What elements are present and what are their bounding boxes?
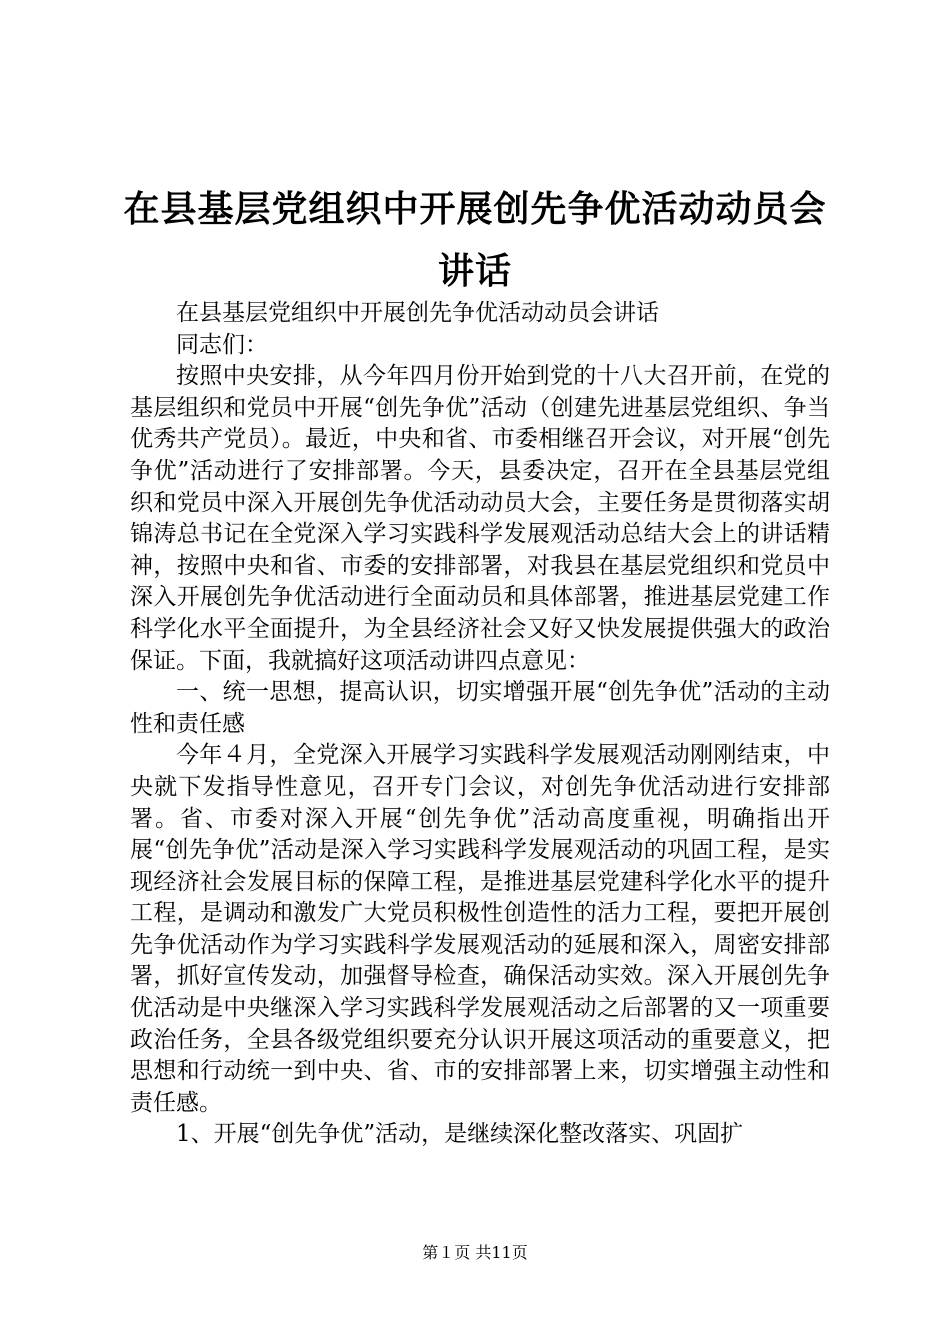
page-number: 第１页 共11页: [422, 1243, 528, 1262]
salutation-paragraph: 同志们：: [176, 331, 268, 358]
subtitle-paragraph: 在县基层党组织中开展创先争优活动动员会讲话: [176, 300, 659, 326]
section-1-paragraph: 今年４月，全党深入开展学习实践科学发展观活动刚刚结束，中央就下发指导性意见，召开专门会议，对创先争优活动进行安排部署。省、市委对深入开展“创先争优”活动高度重视，明确指出开展“创先争优”活动是深入学习实践科学发展观活动的巩固工程，是实现经济社会发展目标的保障工程，是推进基层党建科学化水平的提升工程，是调动和激发广大党员积极性创造性的活力工程，要把开展创先争优活动作为学习实践科学发展观活动的延展和深入，周密安排部署，抓好宣传发动，加强督导检查，确保活动实效。深入开展创先争优活动是中央继深入学习实践科学发展观活动之后部署的又一项重要政治任务，全县各级党组织要充分认识开展这项活动的重要意义，把思想和行动统一到中央、省、市的安排部署上来，切实增强主动性和责任感。: [130, 742, 830, 1116]
document-title: 在县基层党组织中开展创先争优活动动员会讲话: [123, 188, 827, 292]
point-1-paragraph: 1、开展“创先争优”活动，是继续深化整改落实、巩固扩: [176, 1121, 744, 1148]
document-body: [130, 298, 830, 1151]
section-heading-1: 一、统一思想，提高认识，切实增强开展“创先争优”活动的主动性和责任感: [130, 679, 830, 737]
intro-paragraph: 按照中央安排，从今年四月份开始到党的十八大召开前，在党的基层组织和党员中开展“创先争优”活动（创建先进基层党组织、争当优秀共产党员）。最近，中央和省、市委相继召开会议，对开展“创先争优”活动进行了安排部署。今天，县委决定，召开在全县基层党组织和党员中深入开展创先争优活动动员大会，主要任务是贯彻落实胡锦涛总书记在全党深入学习实践科学发展观活动总结大会上的讲话精神，按照中央和省、市委的安排部署，对我县在基层党组织和党员中深入开展创先争优活动进行全面动员和具体部署，推进基层党建工作科学化水平全面提升，为全县经济社会又好又快发展提供强大的政治保证。下面，我就搞好这项活动讲四点意见：: [130, 363, 830, 674]
